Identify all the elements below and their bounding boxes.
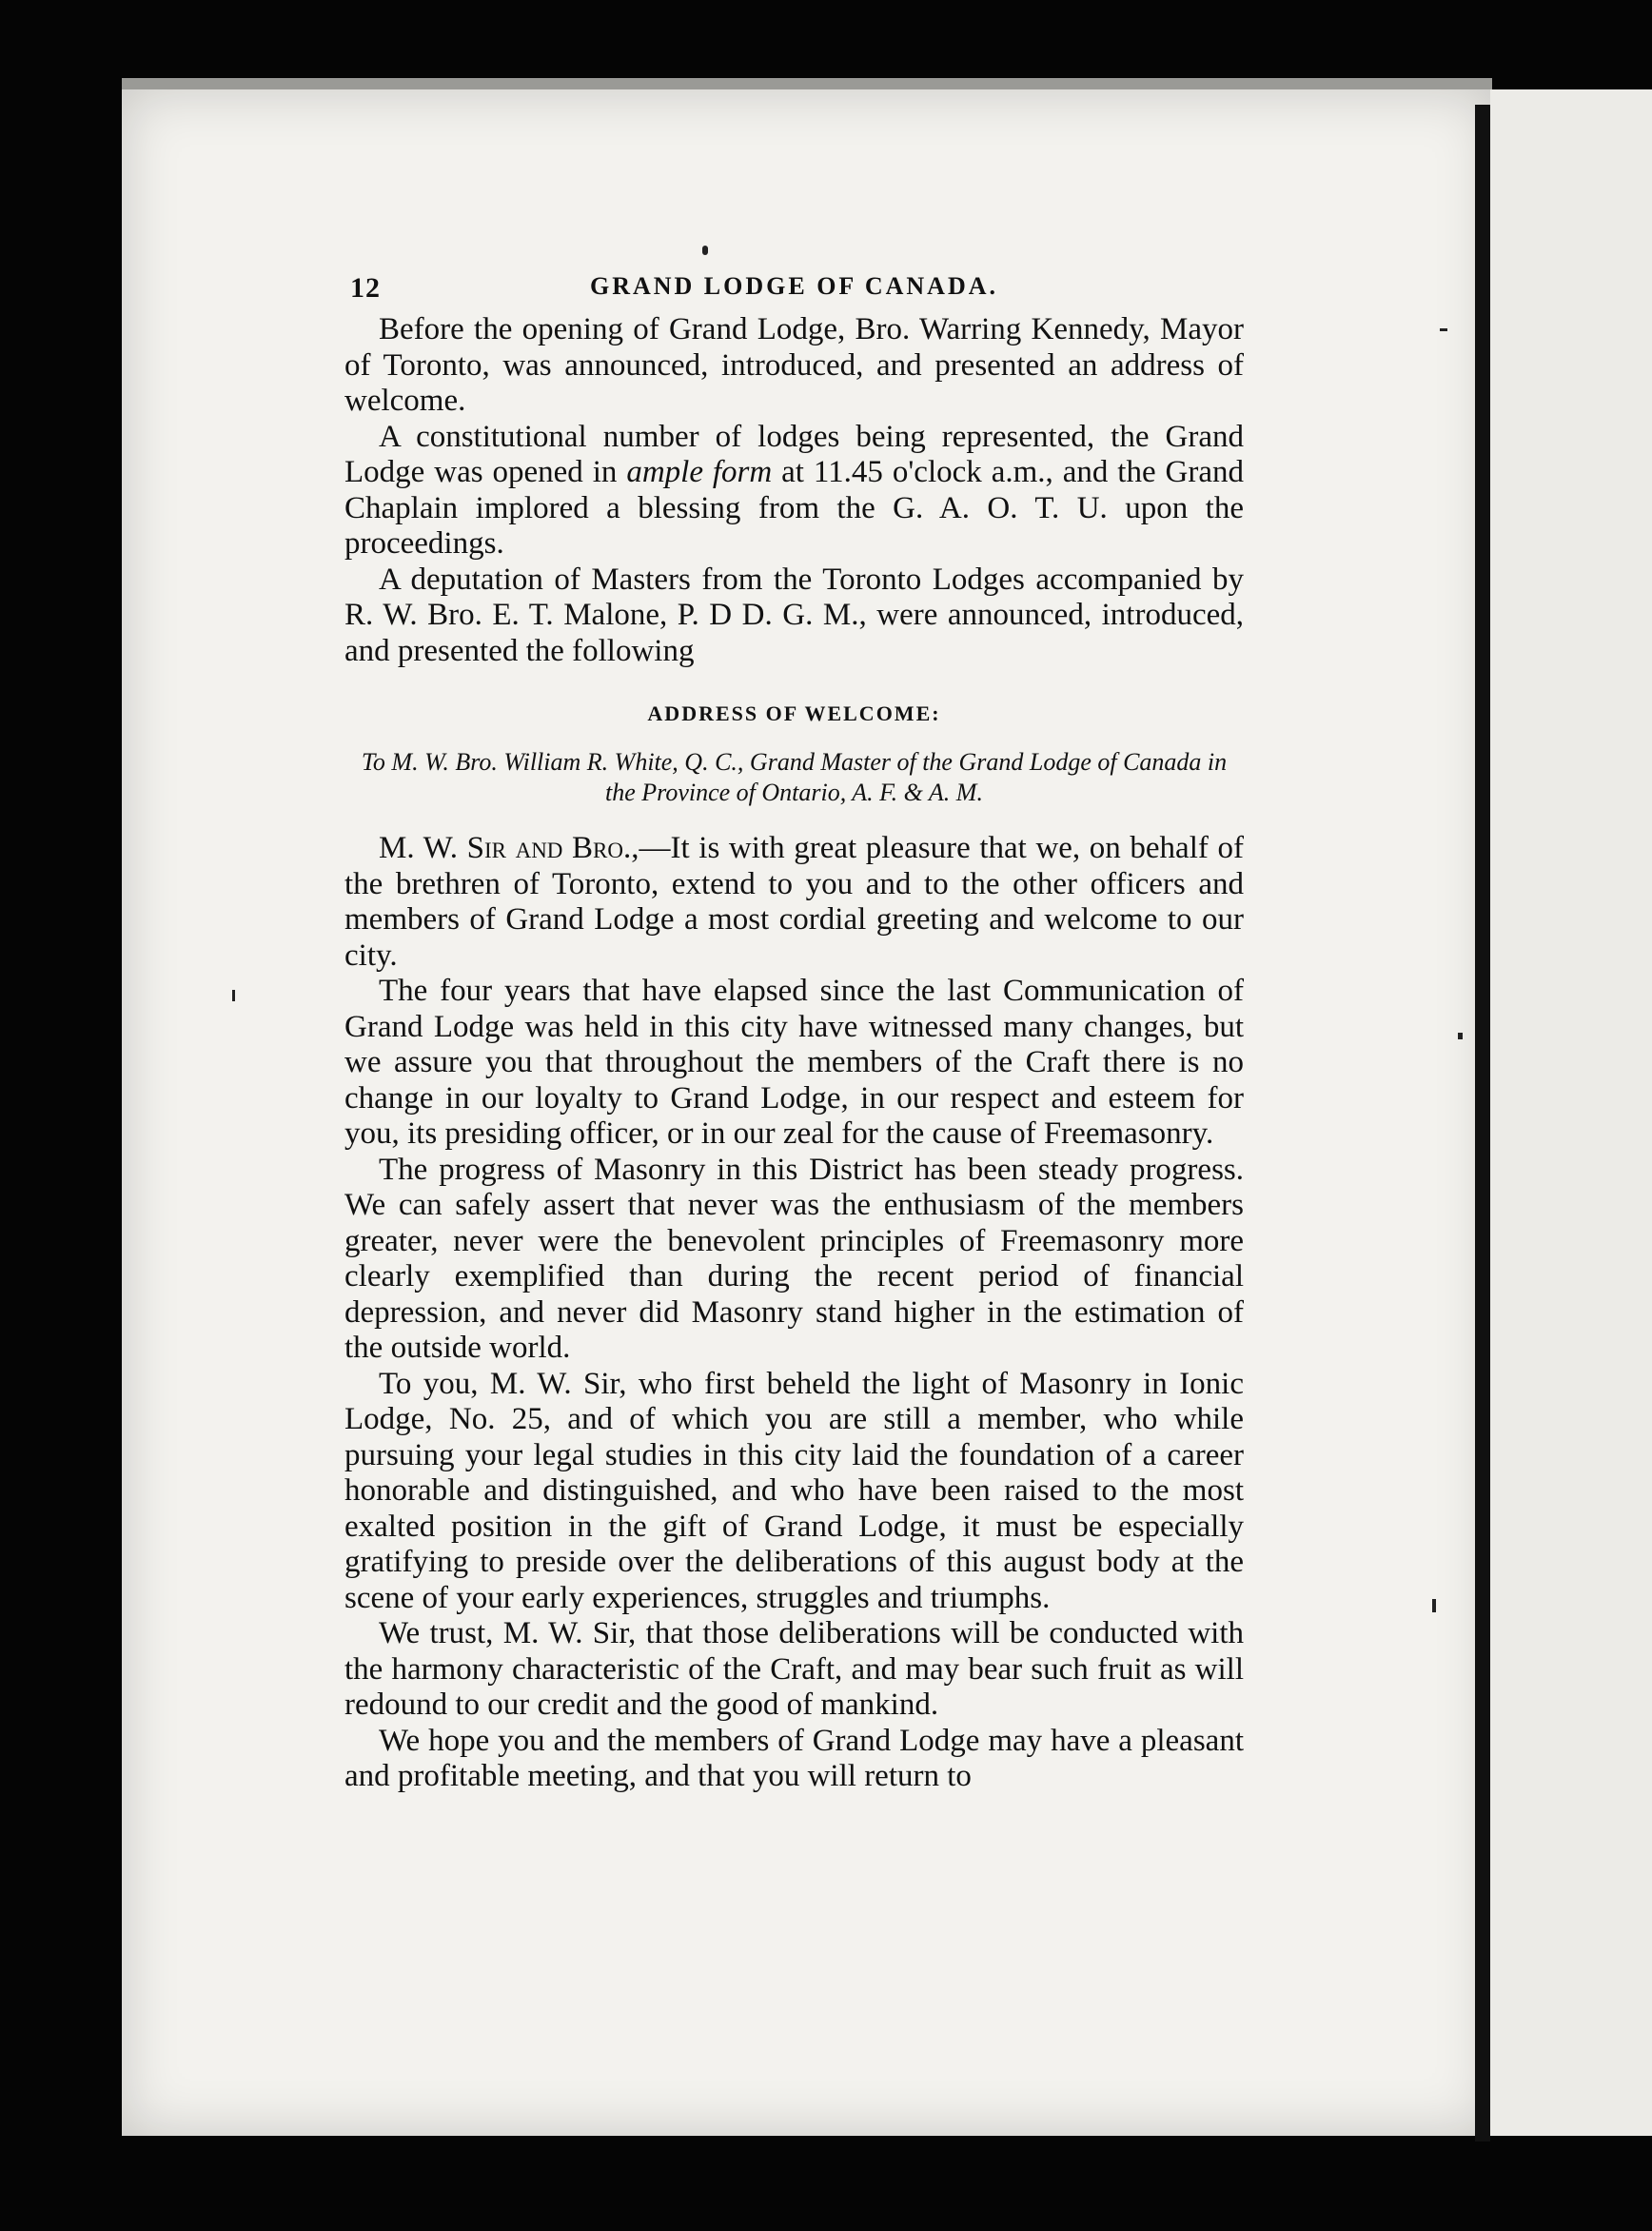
page-text: [344, 265, 1244, 1795]
address-paragraph: The four years that have elapsed since the last Communication of Grand Lodge was held in this city have witnessed many changes, but we assure you that throughout the members of the Craft there is no change in our loyalty to Grand Lodge, in our respect and esteem for you, its presiding officer, or in our zeal for the cause of Freemasonry.: [344, 974, 1244, 1151]
running-header: [344, 265, 1244, 312]
scan-speck: [702, 246, 708, 255]
scan-speck: [1440, 328, 1447, 331]
opening-small-caps: Sir and Bro.: [466, 831, 632, 865]
address-paragraph: The progress of Masonry in this District has been steady progress. We can safely assert that never was the enthusiasm of the members greater, never were the benevolent principles of Freemasonry more clearly exemplified than during the recent period of financial depression, and never did Masonry stand higher in the estimation of the outside world.: [344, 1152, 1244, 1365]
scan-speck: [1458, 1033, 1463, 1039]
address-paragraph: To you, M. W. Sir, who first beheld the light of Masonry in Ionic Lodge, No. 25, and of which you are still a member, who while pursuing your legal studies in this city laid the foundation of a career honorable and distinguished, and who have been raised to the most exalted position in the gift of Grand Lodge, it must be especially gratifying to preside over the deliberations of this august body at the scene of your early experiences, struggles and triumphs.: [344, 1366, 1244, 1615]
scan-speck: [232, 990, 235, 1001]
book-spine: [1475, 105, 1490, 2142]
address-salutation: To M. W. Bro. William R. White, Q. C., Grand Master of the Grand Lodge of Canada in the Province of Ontario, A. F. & A. M.: [361, 748, 1228, 806]
intro-paragraph: Before the opening of Grand Lodge, Bro. Warring Kennedy, Mayor of Toronto, was announced, introduced, and presented an address of welcome.: [344, 312, 1244, 418]
address-opening: [344, 831, 1244, 974]
address-paragraph: We hope you and the members of Grand Lodge may have a pleasant and profitable meeting, and that you will return to: [344, 1723, 1244, 1793]
facing-page-edge: [1490, 89, 1652, 2136]
address-paragraph: We trust, M. W. Sir, that those deliberations will be conducted with the harmony characteristic of the Craft, and may bear such fruit as will redound to our credit and the good of mankind.: [344, 1616, 1244, 1722]
intro-text: at 11.45 o'clock a.m., and the Grand Chaplain implored a blessing from the G. A. O. T. U. upon the proceedings.: [344, 455, 1244, 561]
intro-paragraph: A deputation of Masters from the Toronto Lodges accompanied by R. W. Bro. E. T. Malone, P. D D. G. M., were announced, introduced, and presented the following: [344, 562, 1244, 668]
page-title: GRAND LODGE OF CANADA.: [589, 272, 999, 300]
scan-speck: [1432, 1599, 1436, 1612]
opening-text: ,—It is with great pleasure that we, on behalf of the brethren of Toronto, extend to you and to the other officers and members of Grand Lodge a most cordial greeting and welcome to our city.: [344, 831, 1244, 973]
intro-paragraph: [344, 420, 1244, 563]
opening-lead: M. W.: [379, 831, 467, 865]
emphasis-text: ample form: [626, 455, 773, 489]
page-number: 12: [350, 272, 381, 304]
section-heading: ADDRESS OF WELCOME:: [647, 701, 941, 725]
intro-text: A constitutional number of lodges being represented, the Grand Lodge was opened in: [344, 419, 1244, 489]
